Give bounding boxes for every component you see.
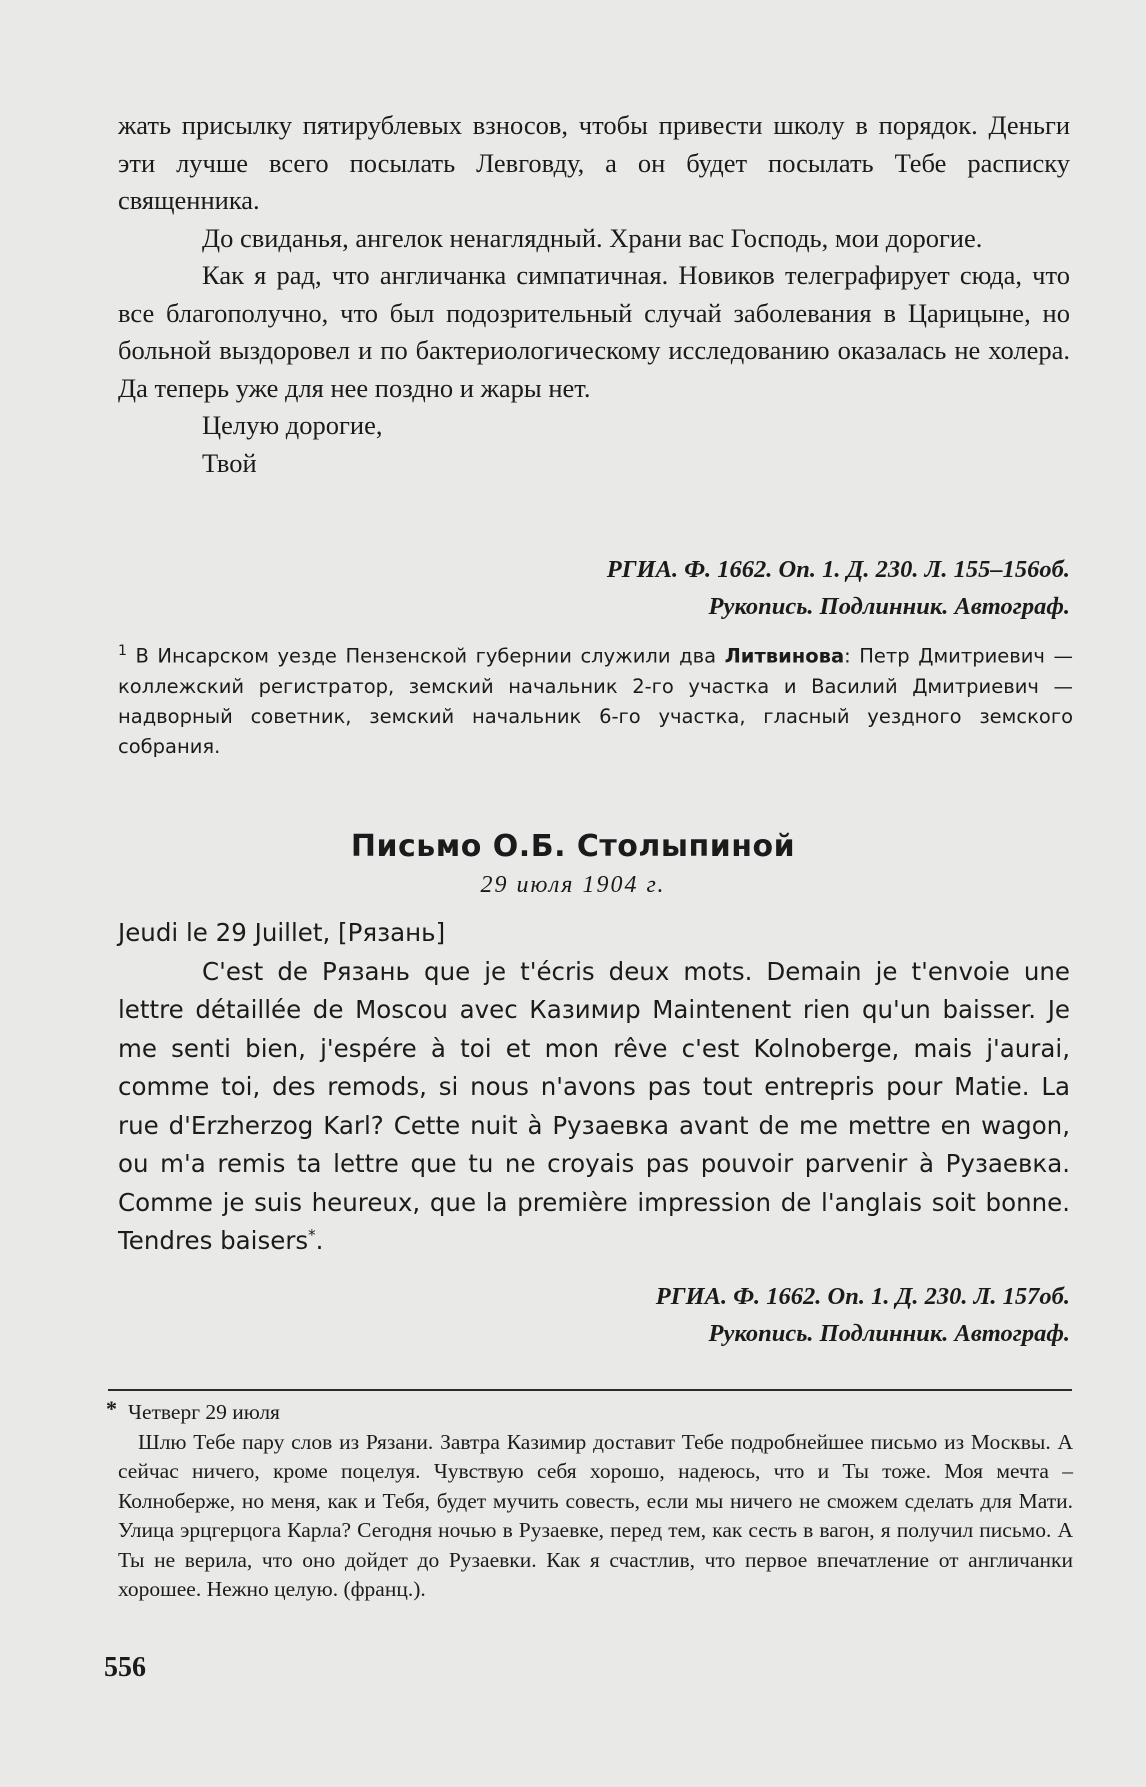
signature-line: Твой <box>202 447 257 478</box>
letter-opening: Jeudi le 29 Juillet, [Рязань] <box>118 918 446 947</box>
archive-reference <box>607 551 1070 625</box>
paragraph: До свиданья, ангелок ненаглядный. Храни вас Господь, мои дорогие. <box>202 222 983 253</box>
footnote-text: Шлю Тебе пару слов из Рязани. Завтра Казимир доставит Тебе подробнейшее письмо из Москвы. А сейчас ничего, кроме поцелуя. Чувствую себя хорошо, надеюсь, что и Ты тоже. Моя мечта – Колноберже, но меня, как и Тебя, будет мучить совесть, если мы ничего не сможем сделать для Мати. Улица эрцгерцога Карла? Сегодня ночью в Рузаевке, перед тем, как сесть в вагон, я получил письмо. А Ты не верила, что оно дойдет до Рузаевки. Как я счастлив, что первое впечатление от англичанки хорошее. Нежно целую. (франц.). <box>118 1429 1073 1601</box>
footnote-translation <box>118 1398 1073 1605</box>
letter-text: C'est de Рязань que je t'écris deux mots. Demain je t'envoie une lettre détaillée de Moscou avec Казимир Maintenent rien qu'un baisser. Je me senti bien, j'espére à toi et mon rêve c'est Kolnoberge, mais j'aurai, comme toi, des remods, si nous n'avons pas tout entrepris pour Matie. La rue d'Erzherzog Karl? Cette nuit à Рузаевка avant de me mettre en wagon, ou m'a remis ta lettre que tu ne croyais pas pouvoir parvenir à Рузаевка. Comme je suis heureux, que la première impression de l'anglais soit bonne. Tendres baisers <box>118 956 1070 1255</box>
footnote-heading: Четверг 29 июля <box>128 1400 280 1424</box>
page-number: 556 <box>104 1652 146 1683</box>
document-type: Рукопись. Подлинник. Автограф. <box>708 593 1070 620</box>
archive-citation: РГИА. Ф. 1662. Оп. 1. Д. 230. Л. 157об. <box>655 1283 1070 1310</box>
letter-paragraph <box>118 953 1070 1261</box>
footnote-mark: * <box>106 1396 117 1421</box>
main-text <box>118 107 1070 482</box>
footnote-1 <box>118 636 1073 762</box>
closing-line: Целую дорогие, <box>202 410 383 440</box>
footnote-name: Литвинова <box>724 644 845 668</box>
footnote-divider <box>108 1389 1072 1391</box>
punctuation: . <box>315 1226 324 1255</box>
footnote-text: В Инсарском уезде Пензенской губернии служили два <box>135 644 725 668</box>
letter-body <box>118 914 1070 1261</box>
archive-citation: РГИА. Ф. 1662. Оп. 1. Д. 230. Л. 155–156об. <box>606 556 1070 583</box>
footnote-ref: * <box>308 1225 316 1244</box>
paragraph: Как я рад, что англичанка симпатичная. Новиков телеграфирует сюда, что все благополучно, что был подозрительный случай заболевания в Царицыне, но больной выздоровел и по бактериологическому исследованию оказалась не холера. Да теперь уже для нее поздно и жары нет. <box>118 260 1070 403</box>
letter-date: 29 июля 1904 г. <box>480 872 666 898</box>
footnote-mark: 1 <box>118 643 127 659</box>
paragraph: жать присылку пятирублевых взносов, чтобы привести школу в порядок. Деньги эти лучше всего посылать Левговду, а он будет посылать Тебе расписку священника. <box>118 110 1070 215</box>
footnote-text: : Петр Дмитриевич — коллежский регистратор, земский начальник 2-го участка и Василий Дмитриевич — надворный советник, земский начальник 6-го участка, гласный уездного земского собрания. <box>118 644 1073 758</box>
letter-title: Письмо О.Б. Столыпиной <box>350 829 796 864</box>
document-type: Рукопись. Подлинник. Автограф. <box>708 1320 1070 1347</box>
archive-reference <box>656 1278 1070 1352</box>
